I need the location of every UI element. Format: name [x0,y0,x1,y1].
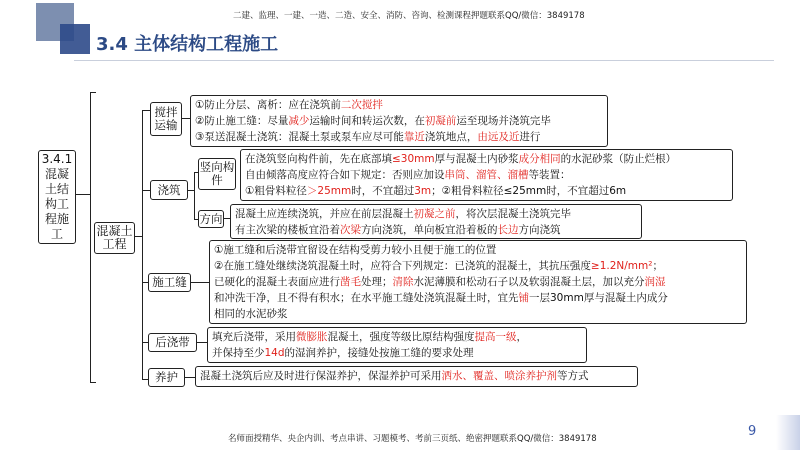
vertical-member-label: 竖向构件 [199,160,235,187]
highlight-text: 微膨胀 [296,331,328,343]
content-line [214,258,742,274]
content-text: 混凝土，强度等级比原结构强度 [327,331,475,343]
content-text: 的湿润养护，接缝处按施工缝的要求处理 [284,347,474,359]
connector [142,190,150,191]
connector [76,194,90,195]
highlight-text: 初凝之前 [413,208,456,220]
content-text: 填充后浇带，采用 [212,331,296,343]
content-line [235,222,637,238]
highlight-text: 清除 [392,276,414,288]
content-text: ③泵送混凝土浇筑：混凝土泵或泵车应尽可能 [195,131,404,143]
content-line [212,345,582,361]
root-node-label: 3.4.1混凝土结构工程施工 [41,152,73,241]
content-line [245,183,728,199]
curing-content [195,366,638,387]
content-line [214,274,742,290]
content-text: 进行 [519,131,541,143]
content-text: 时，不宜超过 [351,185,415,197]
highlight-text: 次梁 [340,224,361,236]
content-line [235,206,637,222]
content-text: 等方式 [557,370,589,382]
content-text: 水泥薄膜和松动石子以及软弱混凝土层，加以充分 [413,276,645,288]
highlight-text: ≤30mm [392,153,435,165]
connector [90,92,96,93]
content-line [245,151,728,167]
content-text: 厚与混凝土内砂浆 [434,153,519,165]
concrete-work-node [94,222,135,254]
content-text: 运输时间和转运次数，在 [309,115,425,127]
corner-shade [776,415,800,450]
highlight-text: 润湿 [644,276,666,288]
content-text: 在浇筑竖向构件前，先在底部填 [245,153,392,165]
post-pour-strip-node [148,333,197,352]
content-text: ①防止分层、离析：应在浇筑前 [195,99,341,111]
content-line [195,97,603,113]
connector [135,236,142,237]
root-node [38,150,76,244]
header-note: 二建、监理、一建、一造、二造、安全、消防、咨询、检测课程押题联系QQ/微信：3849178 [233,11,585,21]
corner-decoration-dark [60,24,90,54]
highlight-text: 串筒、溜管、溜槽 [444,169,529,181]
highlight-text: 成分相同 [518,153,561,165]
content-text: ②防止施工缝：尽量 [195,115,289,127]
content-text: 方向浇筑 [518,224,561,236]
highlight-text: ≥1.2N/mm² [590,260,653,272]
curing-node [148,368,185,387]
connector [90,92,91,382]
content-text: 混凝土应连续浇筑，并应在前层混凝土 [235,208,414,220]
highlight-text: 初凝前 [424,115,457,127]
connector [142,110,150,111]
direction-content [230,204,642,239]
content-line [195,113,603,129]
highlight-text: 提高一级 [474,331,517,343]
content-text: 等装置： [528,169,571,181]
content-text: 处理； [361,276,393,288]
vertical-member-node [198,158,236,190]
highlight-text: 二次搅拌 [340,99,383,111]
highlight-text: 减少 [288,115,310,127]
content-text: 方向浇筑，单向板宜沿着板的 [361,224,498,236]
content-text: 自由倾落高度应符合如下规定：否则应加设 [245,169,445,181]
connector [194,172,195,219]
highlight-text: 洒水、覆盖、喷涂养护剂 [441,370,557,382]
content-line [214,290,742,306]
post-pour-strip-content [207,327,587,363]
content-line [214,242,742,258]
connector [182,118,190,119]
content-text: 已硬化的混凝土表面应进行 [214,276,340,288]
page-title: 3.4 主体结构工程施工 [96,34,279,55]
construction-joint-node [148,273,191,292]
connector [191,282,209,283]
direction-node [198,210,224,228]
highlight-text: 靠近 [403,131,425,143]
content-line [214,306,742,322]
content-text: ②在施工缝处继续浇筑混凝土时，应符合下列规定：已浇筑的混凝土，其抗压强度 [214,260,591,272]
content-line [200,368,633,384]
pouring-node [150,180,188,200]
content-text: ；②粗骨料粒径≤25mm时，不宜超过6m [431,185,627,197]
content-text: ①施工缝和后浇带宜留设在结构受剪力较小且便于施工的位置 [214,244,497,256]
content-text: 运至现场并浇筑完毕 [456,115,551,127]
direction-label: 方向 [199,211,223,226]
construction-joint-label: 施工缝 [152,275,187,289]
mixing-transport-node [150,102,182,136]
highlight-text: 长边 [497,224,519,236]
footer-note: 名师面授精华、央企内训、考点串讲、习题模考、考前三页纸、绝密押题联系QQ/微信：3849178 [228,434,597,444]
content-text: ，将次层混凝土浇筑完毕 [455,208,571,220]
content-text: ， [516,331,527,343]
connector [197,342,207,343]
highlight-text: 铺 [518,292,529,304]
content-text: 并保持至少 [212,347,265,359]
highlight-text: ＞25mm [306,185,352,197]
highlight-text: 凿毛 [340,276,361,288]
content-line [245,167,728,183]
content-text: 相同的水泥砂浆 [214,308,288,320]
construction-joint-content [209,240,747,324]
content-line [212,329,582,345]
content-text: ； [652,260,663,272]
title-divider [74,60,774,61]
content-text: 和冲洗干净，且不得有积水；在水平施工缝处浇筑混凝土时，宜先 [214,292,519,304]
content-line [195,129,603,145]
connector [185,377,195,378]
concrete-work-label: 混凝土工程 [96,224,133,251]
connector [142,110,143,380]
mixing-transport-content [190,95,608,147]
content-text: 有主次梁的楼板宜沿着 [235,224,340,236]
content-text: 的水泥砂浆（防止烂根） [560,153,677,165]
mixing-transport-label: 搅拌运输 [154,105,178,132]
post-pour-strip-label: 后浇带 [155,335,190,349]
vertical-member-content [240,149,733,201]
pouring-label: 浇筑 [157,182,181,197]
content-text: ①粗骨料粒径 [245,185,307,197]
connector [90,382,96,383]
highlight-text: 由远及近 [477,131,520,143]
page-number: 9 [748,424,757,439]
content-text: 一层30mm厚与混凝土内成分 [529,292,668,304]
content-text: 混凝土浇筑后应及时进行保湿养护，保湿养护可采用 [200,370,442,382]
content-text: 浇筑地点， [424,131,478,143]
highlight-text: 14d [264,347,285,359]
curing-label: 养护 [155,370,178,384]
highlight-text: 3m [414,185,432,197]
